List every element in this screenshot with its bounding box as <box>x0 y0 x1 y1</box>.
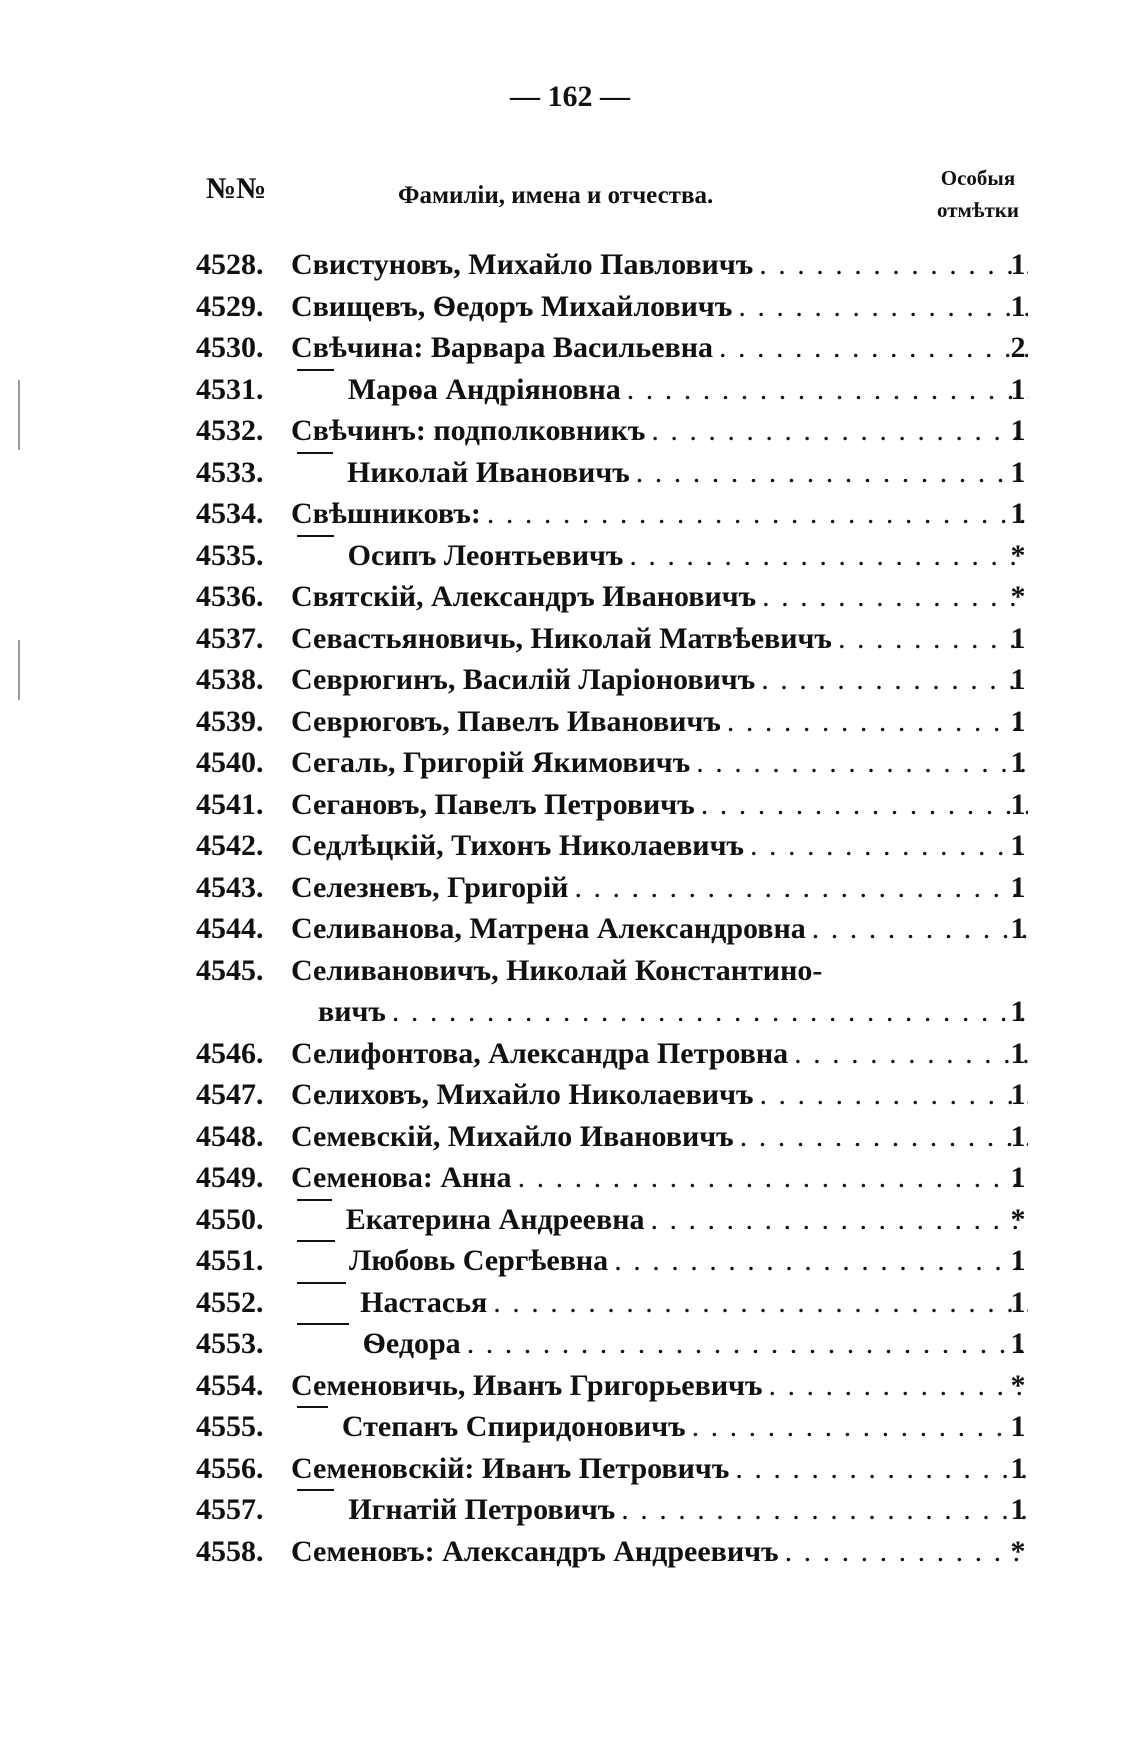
entry-body <box>291 1489 1028 1531</box>
register-entry <box>0 327 1140 369</box>
entry-name: Сегаль, Григорій Якимовичъ <box>291 746 691 779</box>
entry-name: Свѣчинъ: подполковникъ <box>291 414 646 447</box>
entry-number: 4548. <box>196 1119 264 1153</box>
entry-name: Селиванова, Матрена Александровна <box>291 912 806 945</box>
entry-mark: 1 <box>1010 912 1026 945</box>
entry-body <box>291 286 1028 328</box>
dot-leader <box>779 1531 1028 1573</box>
dot-leader <box>729 1448 1028 1490</box>
entry-mark: 1 <box>1010 1410 1026 1443</box>
entry-body <box>291 1365 1028 1407</box>
dot-leader <box>386 991 1028 1033</box>
entry-mark: 1 <box>1010 1161 1026 1194</box>
entry-mark: 1 <box>1010 787 1026 821</box>
entry-mark: 1 <box>1010 1078 1026 1111</box>
entry-name: Селивановичъ, Николай Константино- <box>291 953 823 987</box>
dot-leader <box>695 784 1028 826</box>
register-entry <box>0 410 1140 452</box>
entry-number: 4549. <box>196 1161 264 1194</box>
entry-number: 4536. <box>196 580 264 613</box>
ditto-dash <box>297 1323 349 1364</box>
entry-name: Семевскій, Михайло Ивановичъ <box>291 1119 734 1153</box>
register-entry <box>0 1282 1140 1324</box>
entry-body <box>291 1531 1028 1573</box>
entry-number: 4555. <box>196 1410 264 1443</box>
entry-number: 4537. <box>196 621 264 655</box>
entry-body <box>291 742 1028 784</box>
entry-name: Николай Ивановичъ <box>347 455 630 489</box>
entry-body <box>291 1033 1028 1075</box>
entry-body <box>291 1406 1028 1448</box>
entry-mark: 1 <box>1010 1119 1026 1153</box>
entry-body <box>291 950 1028 992</box>
entry-number: 4545. <box>196 953 264 987</box>
entry-name: Игнатій Петровичъ <box>348 1493 616 1526</box>
dot-leader <box>630 452 1028 494</box>
register-entry <box>0 244 1140 286</box>
entry-body <box>291 825 1028 867</box>
register-entry <box>0 1199 1140 1241</box>
marks-column-header <box>918 162 1038 226</box>
dot-leader <box>461 1323 1028 1365</box>
register-entry <box>0 1531 1140 1573</box>
dot-leader <box>690 742 1028 784</box>
entry-name: Свѣшниковъ: <box>291 497 481 530</box>
register-entry <box>0 867 1140 909</box>
register-entry <box>0 493 1140 535</box>
dot-leader <box>623 535 1028 577</box>
entry-body <box>291 535 1028 577</box>
entry-number: 4546. <box>196 1036 264 1070</box>
entry-mark: * <box>1010 580 1026 613</box>
entry-body <box>291 1282 1028 1324</box>
entry-number: 4557. <box>196 1493 264 1526</box>
register-entry <box>0 1489 1140 1531</box>
dot-leader <box>721 701 1028 743</box>
register-entry <box>0 576 1140 618</box>
entry-name: Свищевъ, Ѳедоръ Михайловичъ <box>291 289 733 323</box>
dot-leader <box>754 1074 1029 1116</box>
entry-number: 4556. <box>196 1451 264 1485</box>
dot-leader <box>732 286 1028 328</box>
entry-number: 4542. <box>196 829 264 862</box>
entry-body <box>291 1240 1028 1282</box>
dot-leader <box>608 1240 1028 1282</box>
entry-mark: * <box>1010 1368 1026 1402</box>
dot-leader <box>753 244 1028 286</box>
entry-number: 4530. <box>196 331 264 364</box>
entry-number: 4529. <box>196 289 264 323</box>
ditto-dash <box>297 369 334 410</box>
entry-body <box>291 1074 1028 1116</box>
entry-name: вичъ <box>318 995 386 1028</box>
entry-mark: 1 <box>1010 455 1026 489</box>
entry-mark: 1 <box>1010 829 1026 862</box>
dot-leader <box>568 867 1028 909</box>
entry-name: Семеновичь, Иванъ Григорьевичъ <box>291 1368 763 1402</box>
ditto-dash <box>297 1199 332 1240</box>
entry-mark: 1 <box>1010 1285 1026 1319</box>
dot-leader <box>806 908 1028 950</box>
register-entry <box>0 1406 1140 1448</box>
ditto-dash <box>297 535 334 576</box>
entry-number: 4538. <box>196 663 264 696</box>
entry-name: Свѣчина: Варвара Васильевна <box>291 331 714 364</box>
entry-mark: 2 <box>1010 331 1026 364</box>
entry-mark: * <box>1010 1202 1026 1236</box>
entry-mark: 1 <box>1010 1493 1026 1526</box>
entry-mark: 1 <box>1010 1327 1026 1360</box>
entry-name: Седлѣцкій, Тихонъ Николаевичъ <box>291 829 744 862</box>
entry-number: 4550. <box>196 1202 264 1236</box>
register-entry <box>0 1157 1140 1199</box>
dot-leader <box>487 1282 1028 1324</box>
register-entry <box>0 742 1140 784</box>
entry-body <box>291 1448 1028 1490</box>
entry-mark: 1 <box>1010 995 1026 1028</box>
entry-name: Семеновъ: Александръ Андреевичъ <box>291 1534 779 1568</box>
dot-leader <box>832 618 1028 660</box>
ditto-dash <box>297 1240 335 1281</box>
register-entries <box>0 244 1140 1572</box>
entry-number: 4528. <box>196 248 264 281</box>
ditto-dash <box>297 452 333 493</box>
entry-body <box>291 244 1028 286</box>
entry-body <box>291 493 1028 535</box>
dot-leader <box>756 576 1028 618</box>
entry-name: Марѳа Андріяновна <box>347 372 621 406</box>
number-column-header: №№ <box>206 172 267 205</box>
entry-mark: 1 <box>1010 621 1026 655</box>
entry-name: Настасья <box>360 1285 488 1319</box>
entry-number: 4541. <box>196 787 264 821</box>
entry-name: Селифонтова, Александра Петровна <box>291 1036 789 1070</box>
entry-body <box>291 410 1028 452</box>
entry-body <box>291 1157 1028 1199</box>
register-entry <box>0 1323 1140 1365</box>
dot-leader <box>512 1157 1028 1199</box>
marks-header-line-1: Особыя <box>940 166 1016 190</box>
register-entry <box>0 659 1140 701</box>
entry-number: 4558. <box>196 1534 264 1568</box>
entry-mark: 1 <box>1010 414 1026 447</box>
entry-mark: 1 <box>1010 663 1026 696</box>
entry-body <box>291 327 1028 369</box>
register-entry <box>0 618 1140 660</box>
register-entry <box>0 369 1140 411</box>
entry-number: 4532. <box>196 414 264 447</box>
entry-body <box>291 618 1028 660</box>
entry-number: 4553. <box>196 1327 264 1360</box>
entry-name: Осипъ Леонтьевичъ <box>347 538 624 572</box>
entry-number: 4531. <box>196 372 264 406</box>
register-entry <box>0 535 1140 577</box>
entry-mark: 1 <box>1010 248 1026 281</box>
entry-body <box>291 576 1028 618</box>
register-entry <box>0 286 1140 328</box>
entry-mark: 1 <box>1010 1451 1026 1485</box>
register-entry <box>0 701 1140 743</box>
entry-name: Екатерина Андреевна <box>345 1202 645 1236</box>
dot-leader <box>481 493 1028 535</box>
entry-body <box>291 784 1028 826</box>
entry-body <box>291 1323 1028 1365</box>
dot-leader <box>713 327 1028 369</box>
entry-name: Семеновскій: Иванъ Петровичъ <box>291 1451 730 1485</box>
entry-name: Севастьяновичь, Николай Матвѣевичъ <box>291 621 832 655</box>
entry-body <box>291 1199 1028 1241</box>
entry-body <box>318 991 1028 1033</box>
entry-mark: 1 <box>1010 1244 1026 1277</box>
ditto-dash <box>297 1489 334 1530</box>
entry-mark: 1 <box>1010 497 1026 530</box>
entry-name: Севрюговъ, Павелъ Ивановичъ <box>291 704 721 738</box>
entry-body <box>291 908 1028 950</box>
entry-name: Любовь Сергѣевна <box>349 1244 609 1277</box>
register-entry <box>0 452 1140 494</box>
entry-number: 4539. <box>196 704 264 738</box>
register-entry <box>0 784 1140 826</box>
register-entry <box>0 950 1140 992</box>
entry-mark: 1 <box>1010 289 1026 323</box>
entry-number: 4535. <box>196 538 264 572</box>
register-entry <box>0 1116 1140 1158</box>
entry-number: 4554. <box>196 1368 264 1402</box>
dot-leader <box>686 1406 1028 1448</box>
entry-name: Селиховъ, Михайло Николаевичъ <box>291 1078 754 1111</box>
register-entry <box>0 908 1140 950</box>
entry-mark: * <box>1010 538 1026 572</box>
register-entry <box>0 1448 1140 1490</box>
entry-name: Ѳедора <box>362 1327 461 1360</box>
page-number: — 162 — <box>510 80 630 113</box>
entry-body <box>291 452 1028 494</box>
dot-leader <box>645 1199 1029 1241</box>
entry-name: Святскій, Александръ Ивановичъ <box>291 580 757 613</box>
dot-leader <box>621 369 1028 411</box>
marks-header-line-2: отмѣтки <box>937 198 1019 222</box>
entry-body <box>291 867 1028 909</box>
register-entry <box>0 1033 1140 1075</box>
register-entry <box>0 1240 1140 1282</box>
entry-number: 4551. <box>196 1244 264 1277</box>
entry-name: Семенова: Анна <box>291 1161 512 1194</box>
entry-body <box>291 1116 1028 1158</box>
entry-number: 4534. <box>196 497 264 530</box>
entry-number: 4540. <box>196 746 264 779</box>
ditto-dash <box>297 1406 328 1447</box>
register-entry <box>0 1074 1140 1116</box>
entry-body <box>291 369 1028 411</box>
entry-mark: 1 <box>1010 746 1026 779</box>
ditto-dash <box>297 1282 346 1323</box>
dot-leader <box>615 1489 1028 1531</box>
entry-name: Селезневъ, Григорій <box>291 870 569 904</box>
entry-name: Севрюгинъ, Василій Ларіоновичъ <box>291 663 756 696</box>
dot-leader <box>734 1116 1028 1158</box>
dot-leader <box>788 1033 1028 1075</box>
dot-leader <box>763 1365 1028 1407</box>
entry-number: 4544. <box>196 912 264 945</box>
entry-mark: 1 <box>1010 870 1026 904</box>
entry-number: 4543. <box>196 870 264 904</box>
dot-leader <box>755 659 1028 701</box>
entry-number: 4552. <box>196 1285 264 1319</box>
entry-mark: 1 <box>1010 1036 1026 1070</box>
entry-mark: 1 <box>1010 372 1026 406</box>
register-entry <box>0 991 1140 1033</box>
entry-name: Свистуновъ, Михайло Павловичъ <box>291 248 754 281</box>
entry-body <box>291 701 1028 743</box>
entry-body <box>291 659 1028 701</box>
entry-number: 4547. <box>196 1078 264 1111</box>
dot-leader <box>744 825 1028 867</box>
register-entry <box>0 1365 1140 1407</box>
entry-name: Сегановъ, Павелъ Петровичъ <box>291 787 695 821</box>
entry-mark: 1 <box>1010 704 1026 738</box>
names-column-header: Фамиліи, имена и отчества. <box>398 182 714 209</box>
entry-name: Степанъ Спиридоновичъ <box>341 1410 686 1443</box>
register-entry <box>0 825 1140 867</box>
entry-number: 4533. <box>196 455 264 489</box>
dot-leader <box>645 410 1028 452</box>
entry-mark: * <box>1010 1534 1026 1568</box>
